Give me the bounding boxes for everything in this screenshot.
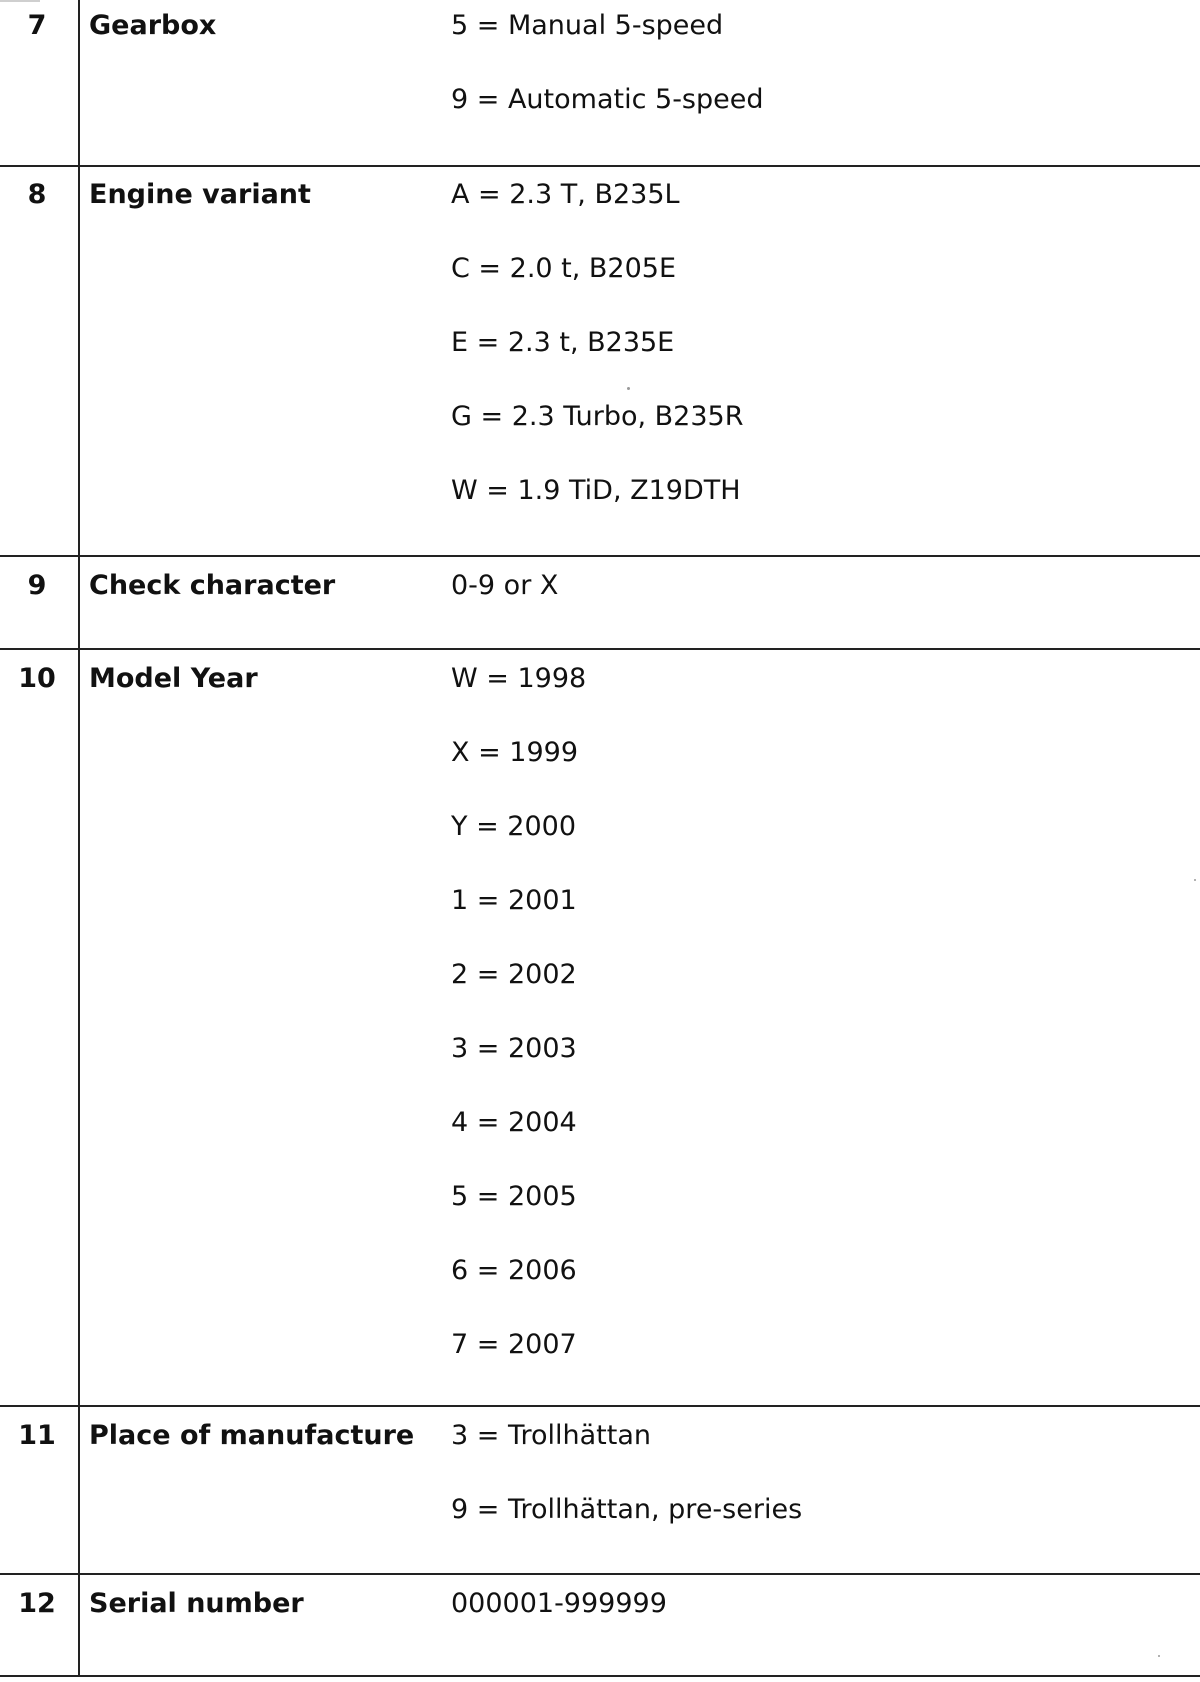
- scan-speck: [627, 387, 630, 390]
- code-value: 5 = Manual 5-speed: [451, 10, 724, 41]
- code-value: 1 = 2001: [451, 885, 577, 916]
- code-value: C = 2.0 t, B205E: [451, 253, 677, 284]
- row-field-name: Model Year: [89, 663, 258, 694]
- code-value: X = 1999: [451, 737, 578, 768]
- row-position: 10: [18, 663, 56, 694]
- row-place-of-manufacture: [0, 1405, 1200, 1575]
- row-serial-number: [0, 1573, 1200, 1677]
- row-code-list: [451, 1419, 802, 1567]
- row-position: 7: [27, 10, 47, 41]
- code-value: 000001-999999: [451, 1588, 667, 1619]
- row-check-character: [0, 555, 1200, 650]
- row-gearbox: [0, 0, 1200, 165]
- row-code-list: [451, 9, 764, 157]
- code-value: 2 = 2002: [451, 959, 577, 990]
- scan-speck: [1158, 1655, 1160, 1657]
- row-engine-variant: [0, 165, 1200, 557]
- code-value: 9 = Automatic 5-speed: [451, 84, 764, 115]
- code-value: Y = 2000: [451, 811, 576, 842]
- row-position: 9: [27, 570, 47, 601]
- code-value: 4 = 2004: [451, 1107, 577, 1138]
- row-field-name: Check character: [89, 570, 336, 601]
- row-position: 11: [18, 1420, 56, 1451]
- code-value: 6 = 2006: [451, 1255, 577, 1286]
- code-value: G = 2.3 Turbo, B235R: [451, 401, 744, 432]
- code-value: A = 2.3 T, B235L: [451, 179, 680, 210]
- row-position: 12: [18, 1588, 56, 1619]
- code-value: E = 2.3 t, B235E: [451, 327, 675, 358]
- code-value: 5 = 2005: [451, 1181, 577, 1212]
- code-value: 3 = 2003: [451, 1033, 577, 1064]
- row-model-year: [0, 648, 1200, 1407]
- code-value: 3 = Trollhättan: [451, 1420, 652, 1451]
- code-value: 9 = Trollhättan, pre-series: [451, 1494, 803, 1525]
- code-value: W = 1.9 TiD, Z19DTH: [451, 475, 741, 506]
- row-code-list: [451, 662, 586, 1402]
- code-value: W = 1998: [451, 663, 587, 694]
- code-value: 0-9 or X: [451, 570, 559, 601]
- code-value: 7 = 2007: [451, 1329, 577, 1360]
- row-field-name: Engine variant: [89, 179, 311, 210]
- column-divider: [78, 0, 80, 1675]
- row-position: 8: [27, 179, 47, 210]
- row-field-name: Serial number: [89, 1588, 304, 1619]
- row-code-list: [451, 1587, 667, 1661]
- row-code-list: [451, 178, 743, 548]
- row-code-list: [451, 569, 558, 643]
- row-field-name: Place of manufacture: [89, 1420, 415, 1451]
- row-field-name: Gearbox: [89, 10, 217, 41]
- scan-speck: [1194, 879, 1196, 881]
